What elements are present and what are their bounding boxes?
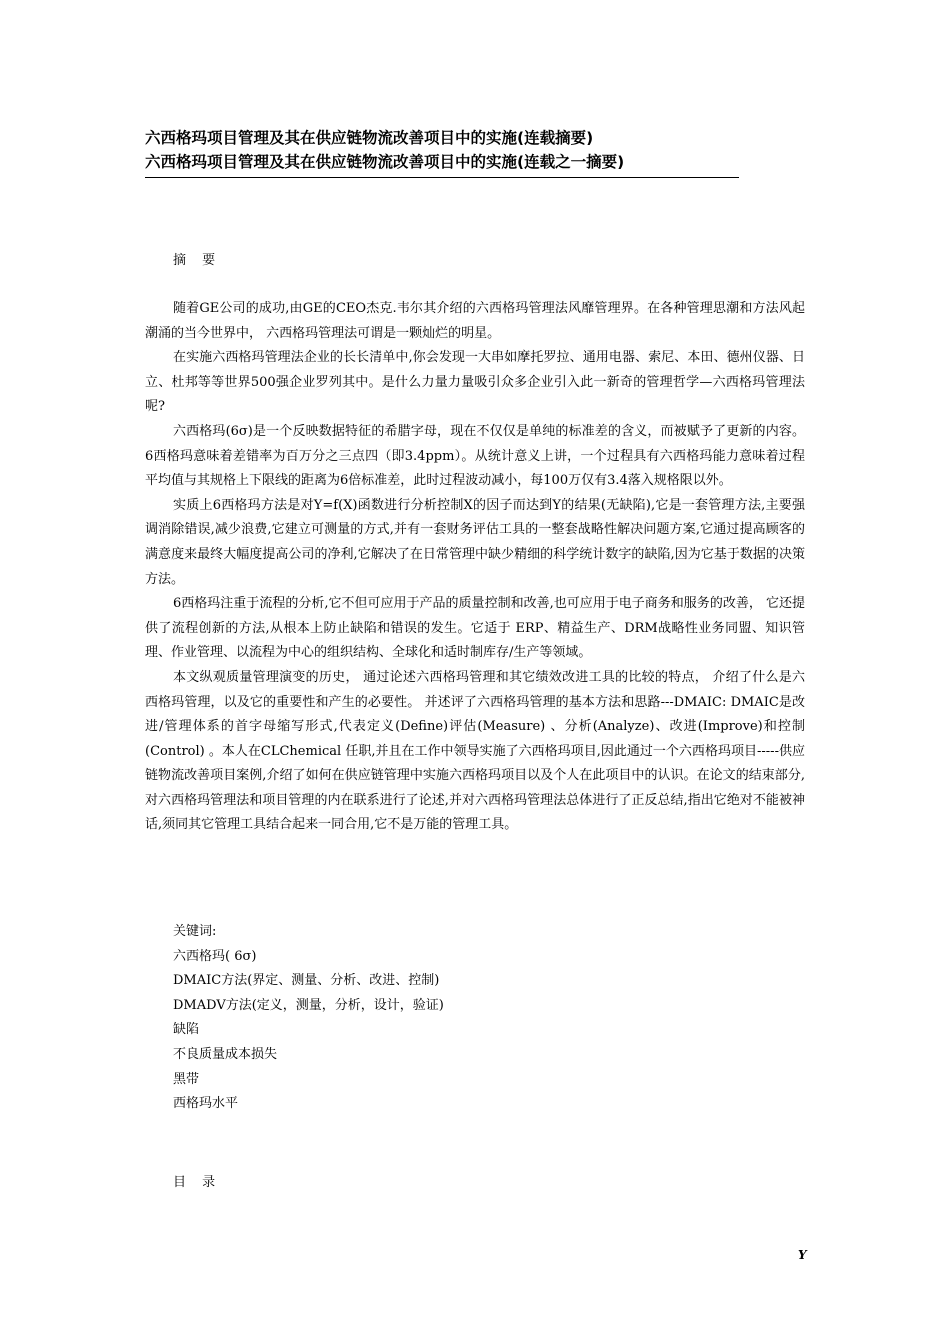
abstract-paragraph-6: 本文纵观质量管理演变的历史， 通过论述六西格玛管理和其它绩效改进工具的比较的特点， 介绍了什么是六西格玛管理，以及它的重要性和产生的必要性。 并述评了六西格玛管理的基本方法和思路---DMAIC: DMAIC是改进/管理体系的首字母缩写形式,代表定义(Define)评估(Measure) 、分析(Analyze)、改进(Improve)和控制(Control) 。本人在CLChemical 任职,并且在工作中领导实施了六西格玛项目,因此通过一个六西格玛项目-----供应链物流改善项目案例,介绍了如何在供应链管理中实施六西格玛项目以及个人在此项目中的认识。在论文的结束部分,对六西格玛管理法和项目管理的内在联系进行了论述,并对六西格玛管理法总体进行了正反总结,指出它绝对不能被神话,须同其它管理工具结合起来一同合用,它不是万能的管理工具。 [145, 669, 805, 833]
abstract-paragraph-1: 随着GE公司的成功,由GE的CEO杰克.韦尔其介绍的六西格玛管理法风靡管理界。在各种管理思潮和方法风起潮涌的当今世界中， 六西格玛管理法可谓是一颗灿烂的明星。 [145, 301, 805, 341]
keyword-item: 六西格玛( 6σ) [173, 948, 257, 964]
keyword-item: 西格玛水平 [173, 1096, 239, 1112]
abstract-paragraph-5: 6西格玛注重于流程的分析,它不但可应用于产品的质量控制和改善,也可应用于电子商务和服务的改善， 它还提供了流程创新的方法,从根本上防止缺陷和错误的发生。它适于 ERP、精益生产、DRM战略性业务同盟、知识管理、作业管理、以流程为中心的组织结构、全球化和适时制库存/生产等领域。 [145, 596, 805, 661]
keywords-heading: 关键词: [173, 924, 217, 939]
title-line-1: 六西格玛项目管理及其在供应链物流改善项目中的实施(连载摘要) [145, 129, 594, 147]
abstract-paragraph-4: 实质上6西格玛方法是对Y=f(X)函数进行分析控制X的因子而达到Y的结果(无缺陷),它是一套管理方法,主要强调消除错误,减少浪费,它建立可测量的方式,并有一套财务评估工具的一整套战略性解决问题方案,它通过提高顾客的满意度来最终大幅度提高公司的净利,它解决了在日常管理中缺少精细的科学统计数字的缺陷,因为它基于数据的决策方法。 [145, 497, 805, 587]
page-number: Y [798, 1248, 807, 1262]
keyword-item: 不良质量成本损失 [173, 1046, 278, 1062]
document-header [145, 126, 739, 178]
toc-heading: 目 录 [173, 1175, 222, 1190]
abstract-paragraph-2: 在实施六西格玛管理法企业的长长清单中,你会发现一大串如摩托罗拉、通用电器、索尼、本田、德州仪器、日立、杜邦等等世界500强企业罗列其中。是什么力量力量吸引众多企业引入此一新奇的管理哲学—六西格玛管理法呢? [145, 350, 805, 415]
keyword-item: 黑带 [173, 1071, 200, 1087]
title-line-2: 六西格玛项目管理及其在供应链物流改善项目中的实施(连载之一摘要) [145, 153, 625, 171]
keyword-item: DMADV方法(定义，测量，分析，设计，验证) [173, 997, 444, 1013]
abstract-heading: 摘 要 [173, 253, 222, 268]
keyword-item: 缺陷 [173, 1022, 200, 1038]
abstract-paragraph-3: 六西格玛(6σ)是一个反映数据特征的希腊字母，现在不仅仅是单纯的标准差的含义，而被赋予了更新的内容。6西格玛意味着差错率为百万分之三点四（即3.4ppm）。从统计意义上讲，一个过程具有六西格玛能力意味着过程平均值与其规格上下限线的距离为6倍标准差，此时过程波动减小，每100万仅有3.4落入规格限以外。 [145, 423, 805, 489]
keywords-section [173, 920, 444, 1117]
keyword-item: DMAIC方法(界定、测量、分析、改进、控制) [173, 973, 440, 989]
abstract-body [145, 297, 805, 838]
